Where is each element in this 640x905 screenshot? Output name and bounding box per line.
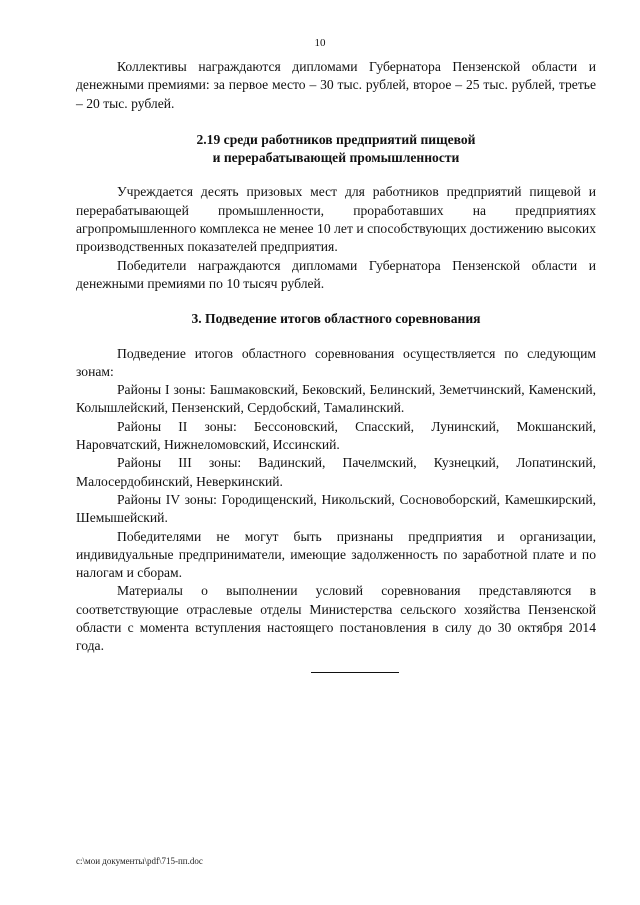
- section-3-paragraph-zones-intro: Подведение итогов областного соревнования осуществляется по следующим зонам:: [76, 345, 596, 379]
- section-3-paragraph-exclusions: Победителями не могут быть признаны предприятия и организации, индивидуальные предприниматели, имеющие задолженность по заработной плате и по налогам и сборам.: [76, 528, 596, 581]
- section-3-paragraph-zone-1: Районы I зоны: Башмаковский, Бековский, Белинский, Земетчинский, Каменский, Колышлейский, Пензенский, Сердобский, Тамалинский.: [76, 382, 596, 416]
- section-2-19-heading: [76, 131, 596, 168]
- document-body: [76, 58, 596, 673]
- end-rule: [311, 672, 399, 673]
- section-3-heading: 3. Подведение итогов областного соревнования: [191, 311, 481, 327]
- section-2-19-paragraph-prizes: Учреждается десять призовых мест для работников предприятий пищевой и перерабатывающей промышленности, проработавших на предприятиях агропромышленного комплекса не менее 10 лет и способствующих достижению высоких производственных показателей предприятия.: [76, 184, 596, 255]
- section-3-paragraph-zone-3: Районы III зоны: Вадинский, Пачелмский, Кузнецкий, Лопатинский, Малосердобинский, Неверкинский.: [76, 455, 596, 489]
- section-3-paragraph-materials: Материалы о выполнении условий соревнования представляются в соответствующие отраслевые отделы Министерства сельского хозяйства Пензенской области с момента вступления настоящего постановления в силу до 30 октября 2014 года.: [76, 583, 596, 654]
- section-2-19-heading-line-2: и перерабатывающей промышленности: [212, 150, 460, 166]
- section-3-paragraph-zone-4: Районы IV зоны: Городищенский, Никольский, Сосновоборский, Камешкирский, Шемышейский.: [76, 491, 596, 526]
- section-2-19-heading-line-1: 2.19 среди работников предприятий пищевой: [196, 131, 476, 147]
- page-number: 10: [314, 37, 326, 49]
- section-3-paragraph-zone-2: Районы II зоны: Бессоновский, Спасский, Лунинский, Мокшанский, Наровчатский, Нижнеломовский, Иссинский.: [76, 418, 596, 453]
- section-2-19-paragraph-awards: Победители награждаются дипломами Губернатора Пензенской области и денежными премиями по 10 тысяч рублей.: [76, 257, 596, 291]
- footer-file-path: c:\мои документы\pdf\715-пп.doc: [76, 856, 203, 866]
- intro-paragraph: Коллективы награждаются дипломами Губернатора Пензенской области и денежными премиями: за первое место – 30 тыс. рублей, второе – 25 тыс. рублей, третье – 20 тыс. рублей.: [76, 59, 596, 111]
